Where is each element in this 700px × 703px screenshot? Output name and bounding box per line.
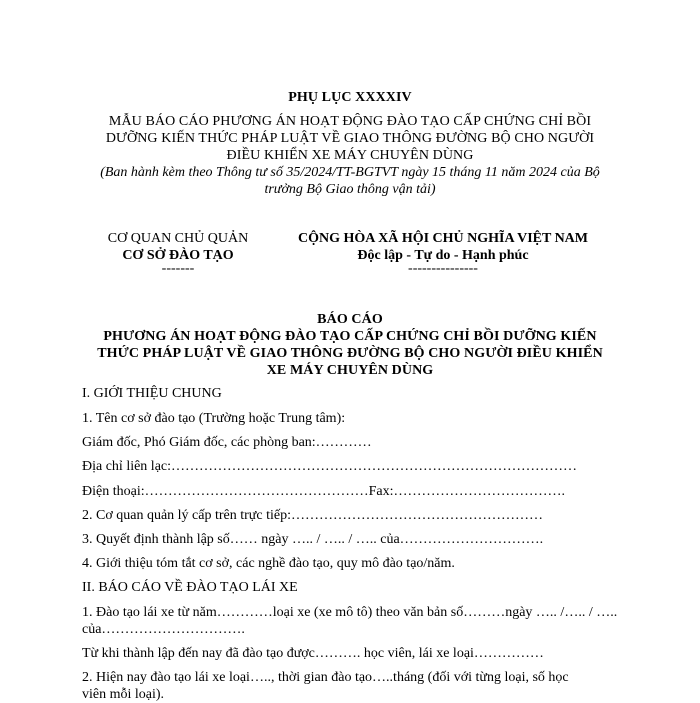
governing-agency-label: CƠ QUAN CHỦ QUẢN: [107, 231, 249, 246]
body-line: Từ khi thành lập đến nay đã đào tạo được………. học viên, lái xe loại……………: [82, 646, 544, 661]
body-line: Điện thoại:…………………………………………Fax:……………………………….: [82, 484, 565, 499]
issued-with-line-1: (Ban hành kèm theo Thông tư số 35/2024/TT-BGTVT ngày 15 tháng 11 năm 2024 của Bộ: [100, 165, 600, 180]
body-line: 3. Quyết định thành lập số…… ngày ….. / ….. / ….. của………………………….: [82, 532, 544, 547]
national-motto: Độc lập - Tự do - Hạnh phúc: [357, 248, 529, 263]
body-line: 1. Đào tạo lái xe từ năm…………loại xe (xe mô tô) theo văn bản số………ngày ….. /….. / …..: [82, 605, 618, 620]
body-line: 2. Cơ quan quản lý cấp trên trực tiếp:………………………………………………: [82, 508, 543, 523]
report-subtitle-line-3: XE MÁY CHUYÊN DÙNG: [266, 363, 434, 378]
issued-with-line-2: trưởng Bộ Giao thông vận tải): [264, 182, 436, 197]
body-line: Giám đốc, Phó Giám đốc, các phòng ban:…………: [82, 435, 372, 450]
national-title: CỘNG HÒA XÃ HỘI CHỦ NGHĨA VIỆT NAM: [297, 231, 588, 246]
body-line: 4. Giới thiệu tóm tắt cơ sở, các nghề đào tạo, quy mô đào tạo/năm.: [82, 556, 455, 571]
report-subtitle-line-1: PHƯƠNG ÁN HOẠT ĐỘNG ĐÀO TẠO CẤP CHỨNG CHỈ BỒI DƯỠNG KIẾN: [103, 329, 597, 344]
form-title-line-3: ĐIỀU KHIỂN XE MÁY CHUYÊN DÙNG: [226, 148, 474, 163]
body-line: của………………………….: [82, 622, 245, 637]
form-title-line-2: DƯỠNG KIẾN THỨC PHÁP LUẬT VỀ GIAO THÔNG ĐƯỜNG BỘ CHO NGƯỜI: [105, 131, 595, 146]
section-heading-general: I. GIỚI THIỆU CHUNG: [82, 386, 222, 401]
form-title-line-1: MẪU BÁO CÁO PHƯƠNG ÁN HOẠT ĐỘNG ĐÀO TẠO CẤP CHỨNG CHỈ BỒI: [108, 114, 592, 129]
body-line: 1. Tên cơ sở đào tạo (Trường hoặc Trung tâm):: [82, 411, 346, 426]
training-institution-label: CƠ SỞ ĐÀO TẠO: [122, 248, 234, 263]
body-line: 2. Hiện nay đào tạo lái xe loại….., thời gian đào tạo…..tháng (đối với từng loại, số học: [82, 670, 569, 685]
report-title: BÁO CÁO: [317, 312, 383, 327]
section-heading-driver-training: II. BÁO CÁO VỀ ĐÀO TẠO LÁI XE: [82, 580, 298, 595]
appendix-title: PHỤ LỤC XXXXIV: [288, 90, 412, 105]
left-header-rule: -------: [161, 261, 195, 276]
body-line: viên mỗi loại).: [82, 687, 165, 702]
report-subtitle-line-2: THỨC PHÁP LUẬT VỀ GIAO THÔNG ĐƯỜNG BỘ CHO NGƯỜI ĐIỀU KHIỂN: [97, 346, 603, 361]
right-header-rule: ---------------: [408, 261, 478, 276]
body-line: Địa chỉ liên lạc:……………………………………………………………………………: [82, 459, 578, 474]
